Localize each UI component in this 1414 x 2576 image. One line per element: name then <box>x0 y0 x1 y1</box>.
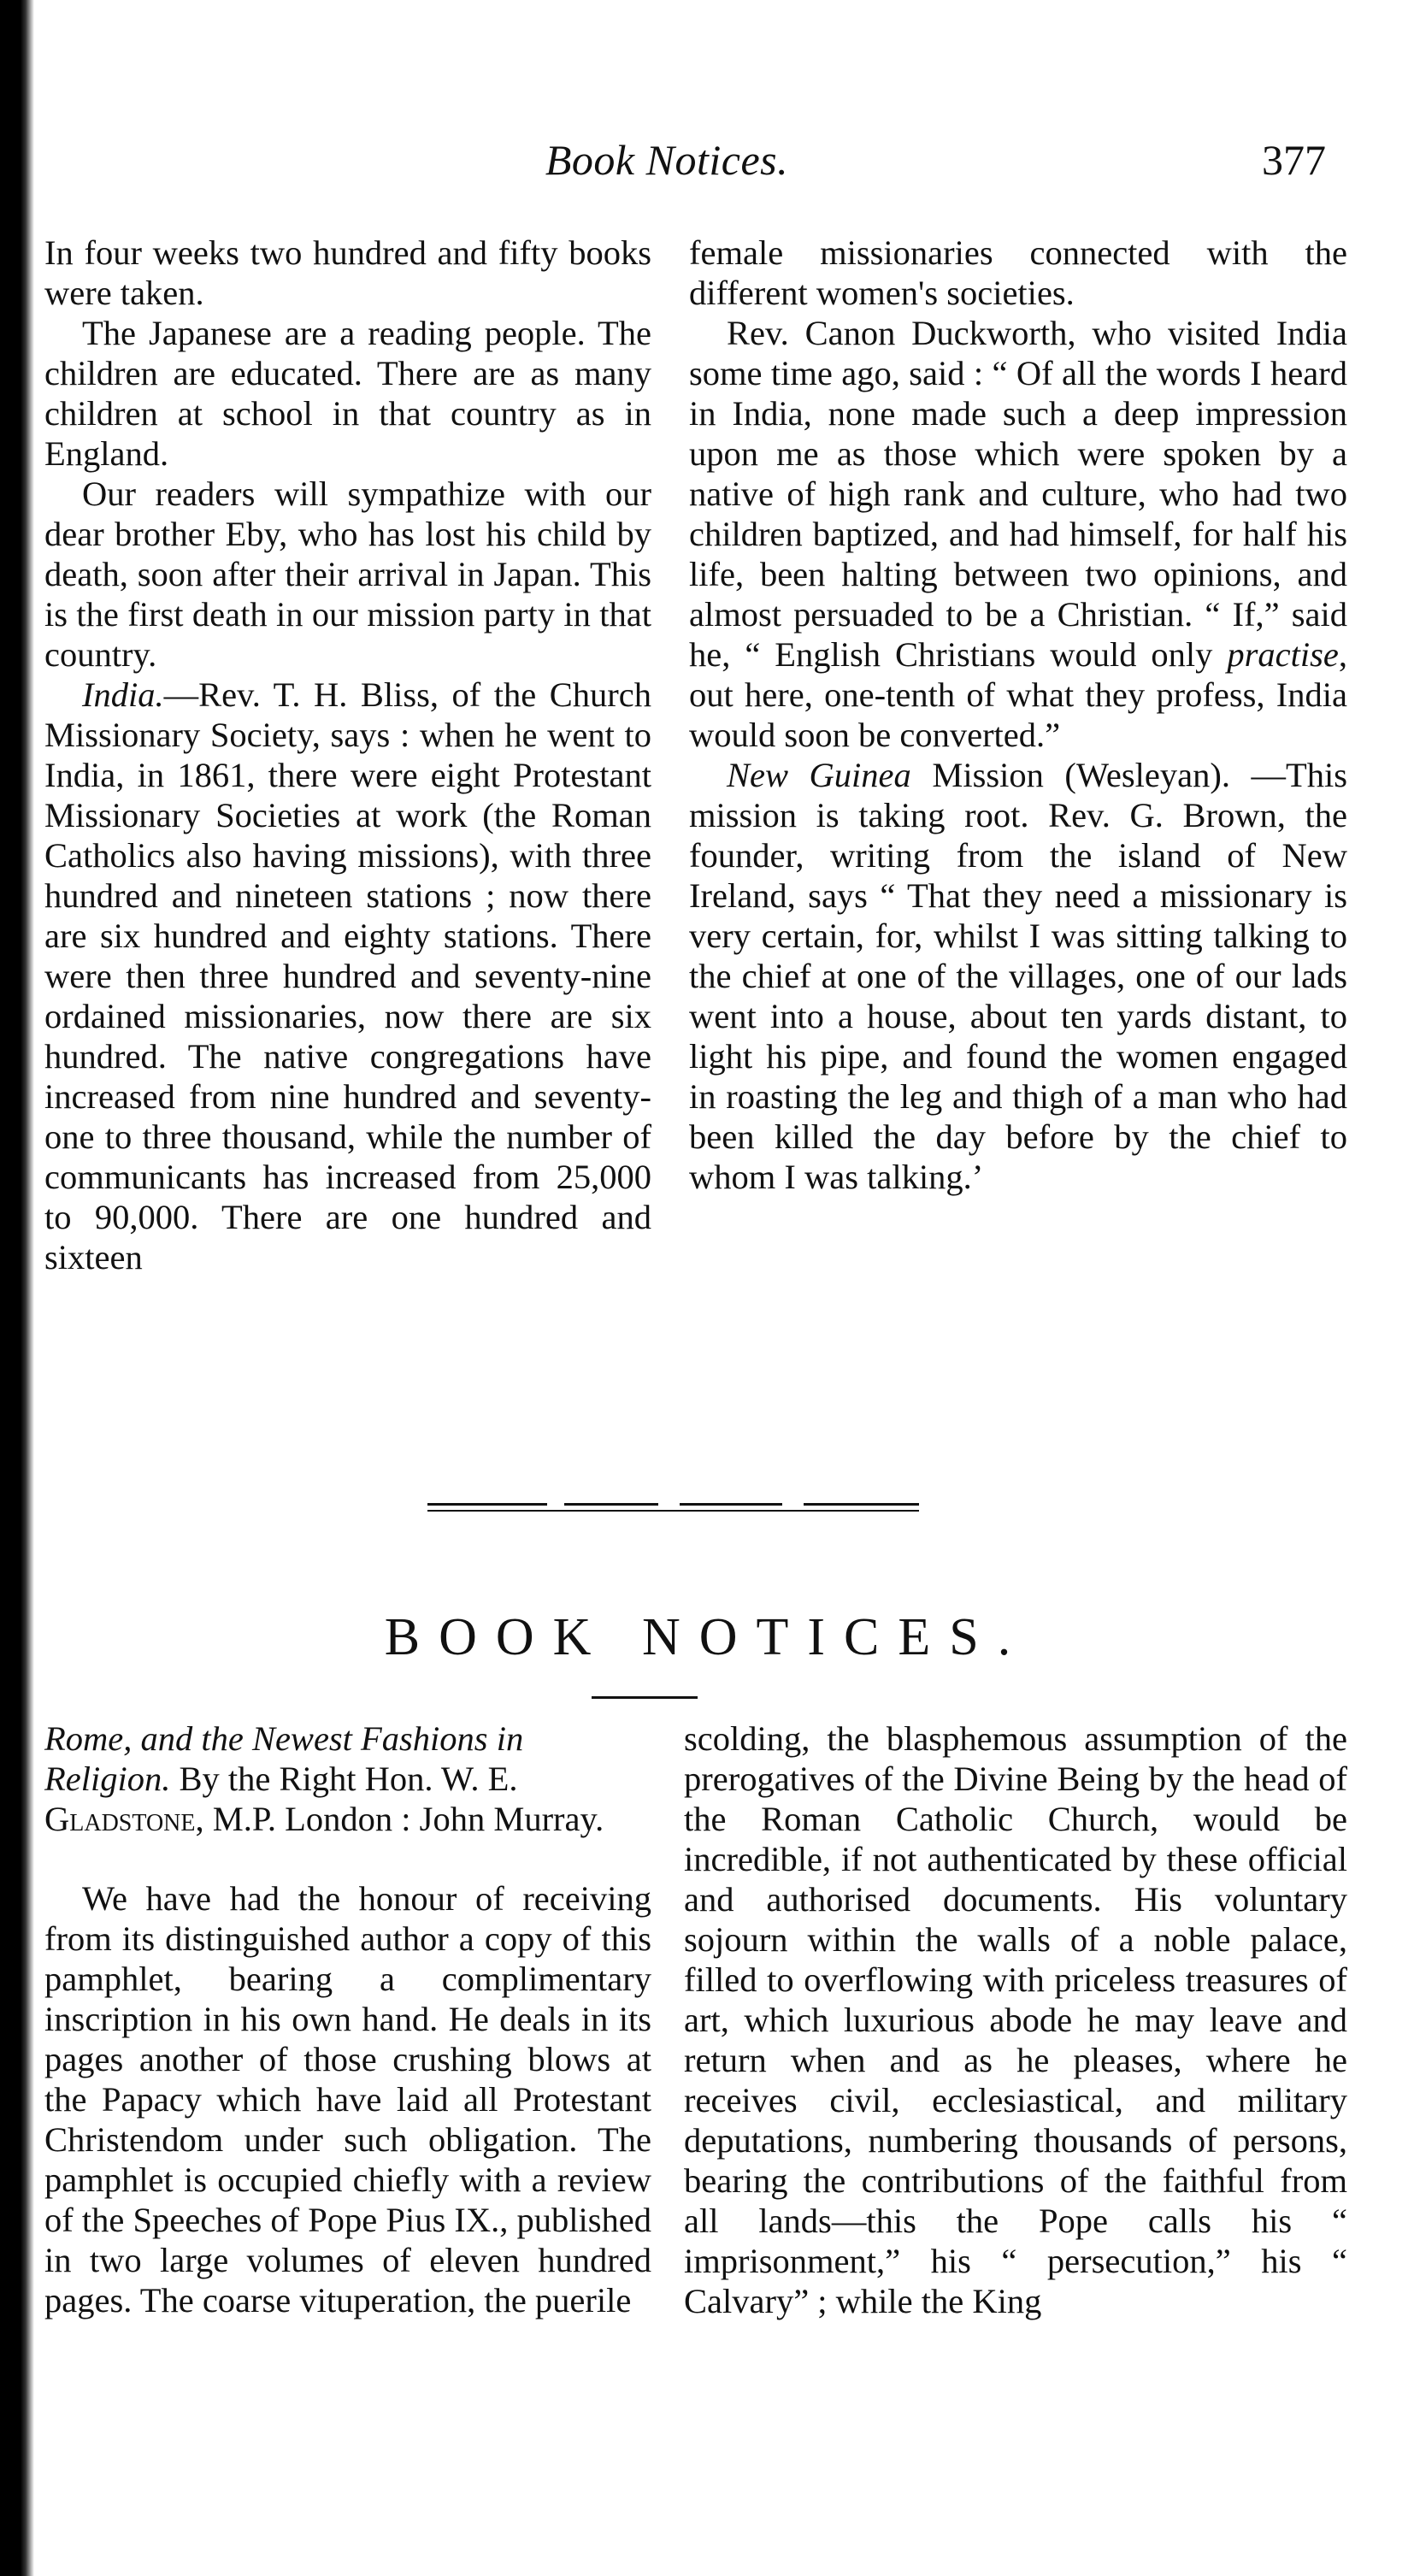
run-in-heading: New Guinea <box>727 756 911 794</box>
book-citation: Rome, and the Newest Fashions in Religion. By the Right Hon. W. E. Gladstone, M.P. London : John Murray. <box>44 1719 604 1838</box>
paragraph-body: Mission (Wesleyan). —This mission is taking root. Rev. G. Brown, the founder, writing from the island of New Ireland, says “ That they need a missionary is very certain, for, whilst I was sitting talking to the chief at one of the villages, one of our lads went into a house, about ten yards distant, to light his pipe, and found the women engaged in roasting the leg and thigh of a man who had been killed the day before by the chief to whom I was talking.’ <box>689 756 1347 1196</box>
binding-edge <box>0 0 34 2576</box>
book-author: Gladstone <box>44 1800 196 1838</box>
paragraph-new-guinea <box>689 755 1347 1197</box>
heading-rule <box>592 1696 698 1699</box>
paragraph: The Japanese are a reading people. The children are educated. There are as many children at school in that country as in England. <box>44 314 651 473</box>
section-divider-rule <box>427 1503 919 1513</box>
bottom-right-column <box>684 1718 1347 2321</box>
paragraph-body: —Rev. T. H. Bliss, of the Church Missionary Society, says : when he went to India, in 1861, there were eight Protestant Missionary Societies at work (the Roman Catholics also having missions), with three hundred and nineteen stations ; now there are six hundred and eighty stations. There were then three hundred and seventy-nine ordained missionaries, now there are six hundred. The native congregations have increased from nine hundred and seventy-one to three thousand, while the number of communicants has increased from 25,000 to 90,000. There are one hundred and sixteen <box>44 675 651 1276</box>
page-number: 377 <box>1262 136 1326 184</box>
review-paragraph-continued: scolding, the blasphemous assumption of the prerogatives of the Divine Being by the head of the Roman Catholic Church, would be incredible, if not authenticated by these official and authorised documents. His voluntary sojourn within the walls of a noble palace, filled to overflowing with priceless treasures of art, which luxurious abode he may leave and return when and as he pleases, where he receives civil, ecclesiastical, and military deputations, numbering thousands of persons, bearing the contributions of the faithful from all lands—this the Pope calls his “ imprisonment,” his “ persecution,” his “ Calvary” ; while the King <box>684 1719 1347 2320</box>
paragraph-duckworth: Rev. Canon Duckworth, who visited India some time ago, said : “ Of all the words I heard in India, none made such a deep impression upon me as those which were spoken by a native of high rank and culture, who had two children baptized, and had himself, for half his life, been halting between two opinions, and almost persuaded to be a Christian. “ If,” said he, “ English Christians would only practise, out here, one-tenth of what they profess, India would soon be converted.” <box>689 314 1347 754</box>
paragraph: In four weeks two hundred and fifty books were taken. <box>44 233 651 312</box>
bottom-left-column <box>44 1718 651 2320</box>
top-right-column <box>689 233 1347 1197</box>
running-head: Book Notices. <box>545 136 789 184</box>
book-title: Rome, and the Newest Fashions in Religion. <box>44 1719 524 1798</box>
emphasis: practise <box>1227 635 1339 674</box>
section-heading: BOOK NOTICES. <box>384 1608 1030 1666</box>
top-left-column <box>44 233 651 1277</box>
paragraph-india <box>44 675 651 1277</box>
run-in-heading: India. <box>82 675 164 714</box>
review-paragraph: We have had the honour of receiving from its distinguished author a copy of this pamphlet, bearing a complimentary inscription in his own hand. He deals in its pages another of those crushing blows at the Papacy which have laid all Protestant Christendom under such obligation. The pamphlet is occupied chiefly with a review of the Speeches of Pope Pius IX., published in two large volumes of eleven hundred pages. The coarse vituperation, the puerile <box>44 1879 651 2320</box>
paragraph: female missionaries connected with the different women's societies. <box>689 233 1347 312</box>
paragraph: Our readers will sympathize with our dear brother Eby, who has lost his child by death, soon after their arrival in Japan. This is the first death in our mission party in that country. <box>44 475 651 674</box>
